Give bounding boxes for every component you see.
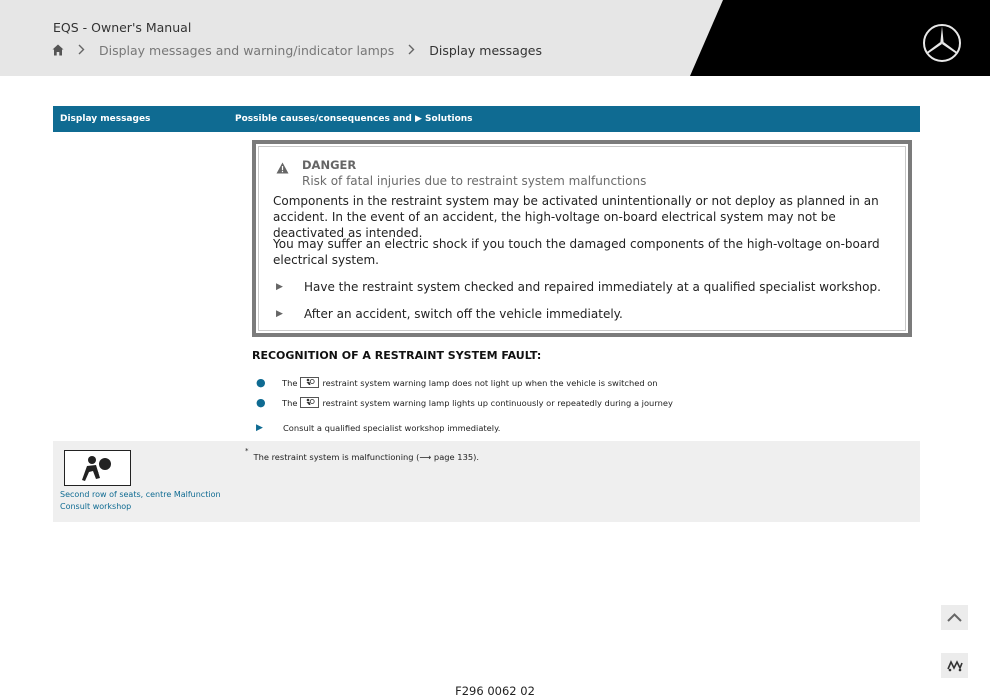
solution-item bbox=[256, 423, 500, 433]
display-message-caption: Second row of seats, centre Malfunction bbox=[60, 490, 221, 499]
breadcrumb-link[interactable]: Display messages and warning/indicator lamps bbox=[99, 42, 395, 58]
column-header-causes-solutions: Possible causes/consequences and ▶ Solutions bbox=[235, 114, 473, 124]
table-header bbox=[53, 106, 920, 132]
breadcrumb-current: Display messages bbox=[429, 42, 542, 58]
danger-paragraph: Components in the restraint system may be activated unintentionally or not deploy as planned in an accident. In the event of an accident, the high-voltage on-board electrical system may not be deactivated as intended. bbox=[273, 194, 879, 240]
vehicle-button[interactable] bbox=[941, 653, 968, 678]
danger-step: After an accident, switch off the vehicle immediately. bbox=[304, 307, 623, 321]
column-header-display-messages: Display messages bbox=[60, 114, 151, 124]
vehicle-icon bbox=[941, 653, 968, 678]
item-text-before: The bbox=[282, 397, 298, 408]
danger-title: DANGER bbox=[302, 158, 357, 172]
step-arrow-icon: ▶ bbox=[276, 309, 283, 319]
list-item bbox=[256, 396, 673, 409]
scroll-to-top-button[interactable] bbox=[941, 605, 968, 630]
warning-triangle-icon bbox=[276, 162, 289, 174]
table-row bbox=[53, 441, 920, 522]
figure-code: F296 0062 02 bbox=[455, 684, 535, 698]
app-title: EQS - Owner's Manual bbox=[53, 20, 192, 35]
danger-step: Have the restraint system checked and repaired immediately at a qualified specialist workshop. bbox=[304, 280, 881, 294]
airbag-lamp-icon bbox=[300, 397, 319, 408]
danger-paragraph: You may suffer an electric shock if you touch the damaged components of the high-voltage on-board electrical system. bbox=[273, 237, 880, 267]
item-text-after: restraint system warning lamp does not light up when the vehicle is switched on bbox=[322, 377, 658, 388]
item-text-before: The bbox=[282, 377, 298, 388]
recognition-heading: RECOGNITION OF A RESTRAINT SYSTEM FAULT: bbox=[252, 349, 542, 362]
step-arrow-icon: ▶ bbox=[276, 282, 283, 292]
row-note bbox=[245, 447, 479, 462]
solution-arrow-icon: ▶ bbox=[256, 423, 263, 433]
scroll-to-top-icon bbox=[941, 605, 968, 630]
airbag-warning-lamp-icon bbox=[64, 450, 131, 486]
item-text-after: restraint system warning lamp lights up continuously or repeatedly during a journey bbox=[322, 397, 673, 408]
display-message-caption: Consult workshop bbox=[60, 502, 132, 511]
danger-box bbox=[252, 140, 912, 337]
list-item bbox=[256, 376, 658, 389]
home-icon[interactable] bbox=[52, 44, 64, 56]
header-bar bbox=[0, 0, 990, 76]
breadcrumb bbox=[52, 42, 542, 58]
danger-subtitle: Risk of fatal injuries due to restraint system malfunctions bbox=[302, 174, 647, 188]
mercedes-star-icon[interactable] bbox=[922, 23, 962, 63]
bullet-dot-icon: ● bbox=[256, 376, 266, 389]
bullet-dot-icon: ● bbox=[256, 396, 266, 409]
row-note-text[interactable]: The restraint system is malfunctioning (⟶ page 135). bbox=[253, 451, 479, 462]
chevron-right-icon bbox=[408, 43, 415, 58]
footnote-marker: * bbox=[245, 447, 249, 455]
solution-text: Consult a qualified specialist workshop immediately. bbox=[283, 423, 501, 433]
airbag-lamp-icon bbox=[300, 377, 319, 388]
chevron-right-icon bbox=[78, 43, 85, 58]
